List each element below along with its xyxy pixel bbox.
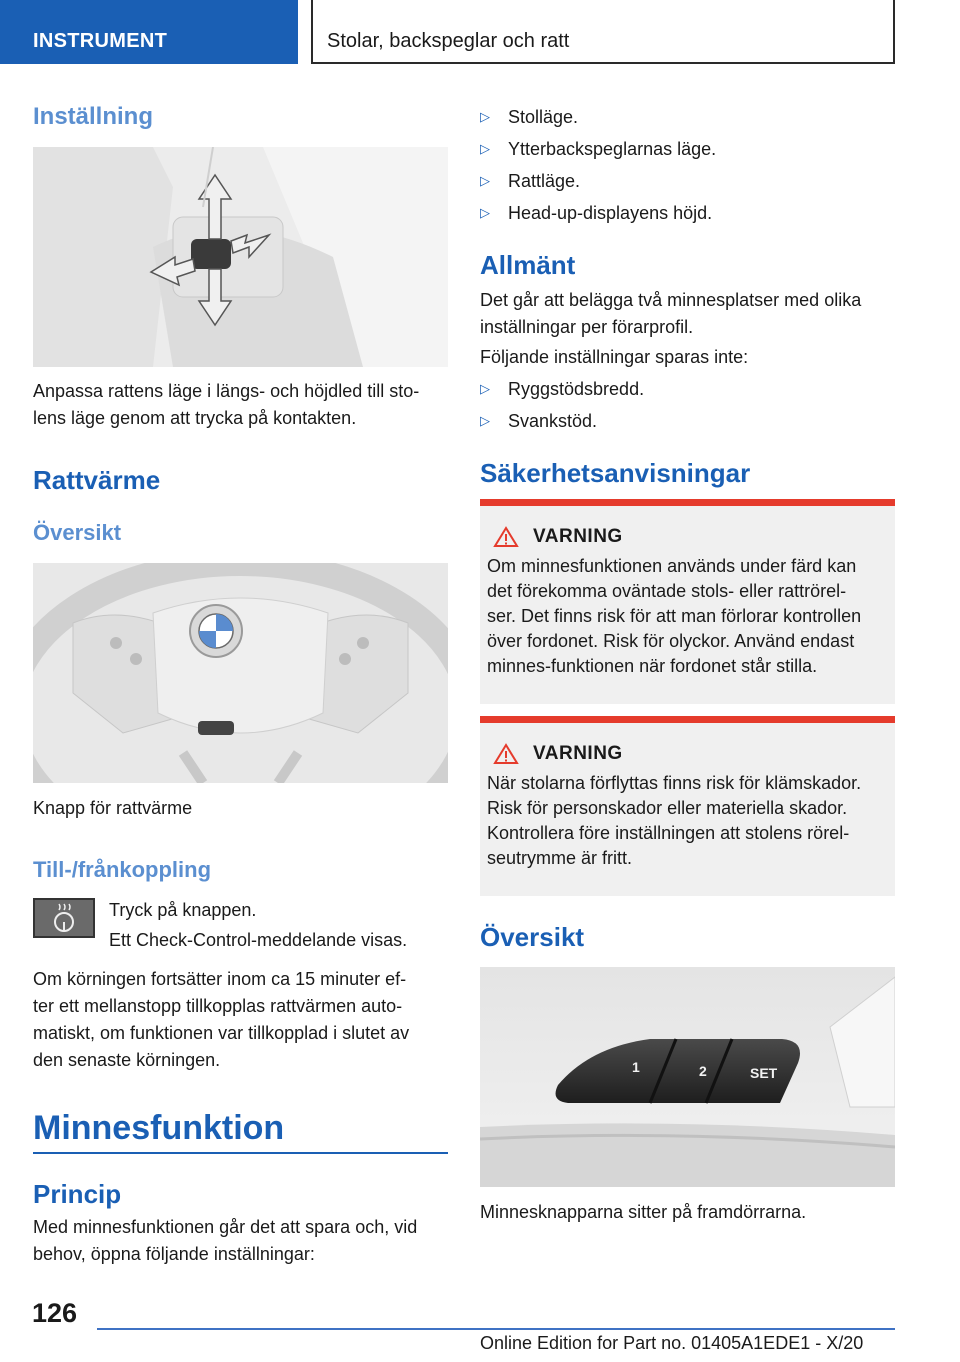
steering-wheel-photo bbox=[33, 563, 448, 783]
warning-title: VARNING bbox=[533, 743, 623, 764]
footer-edition: Online Edition for Part no. 01405A1EDE1 - X/20 bbox=[480, 1333, 864, 1353]
section-tab bbox=[0, 0, 298, 64]
warning-box-2 bbox=[480, 716, 895, 896]
rattvarme-paragraph: Om körningen fortsätter inom ca 15 minuter ef- ter ett mellanstopp tillkopplas rattvärmen auto- matiskt, om funktionen var tillkopplad i slutet av den senaste körningen. bbox=[33, 969, 410, 1070]
installning-caption: Anpassa rattens läge i längs- och höjdled till sto- lens läge genom att trycka på kontakten. bbox=[33, 381, 420, 428]
till-instructions: Tryck på knappen. Ett Check-Control-meddelande visas. bbox=[109, 900, 408, 950]
section-label: INSTRUMENT bbox=[33, 30, 168, 52]
list-item: ▷ Rattläge. bbox=[480, 170, 581, 191]
warning-box-1 bbox=[480, 499, 895, 704]
oversikt-heading-right: Översikt bbox=[480, 922, 585, 952]
warning-triangle-icon bbox=[493, 526, 519, 548]
list-item: ▷ Head-up-displayens höjd. bbox=[480, 202, 713, 223]
allmant-heading: Allmänt bbox=[480, 250, 576, 280]
heading-rule bbox=[33, 1152, 448, 1154]
list-item: ▷ Ytterbackspeglarnas läge. bbox=[480, 138, 717, 159]
steering-adjust-illustration bbox=[33, 147, 448, 367]
memory-button-2: 2 bbox=[699, 1063, 707, 1079]
list-item: ▷ Ryggstödsbredd. bbox=[480, 378, 645, 399]
memory-button-1: 1 bbox=[632, 1059, 640, 1075]
minnesfunktion-heading: Minnesfunktion bbox=[33, 1109, 285, 1147]
princip-paragraph: Med minnesfunktionen går det att spara och, vid behov, öppna följande inställningar: bbox=[33, 1217, 418, 1264]
steering-heat-button-icon bbox=[33, 898, 95, 938]
installning-heading: Inställning bbox=[33, 103, 153, 130]
list-item: ▷ Svankstöd. bbox=[480, 410, 598, 431]
warning-title: VARNING bbox=[533, 526, 623, 547]
bullet-triangle-icon: ▷ bbox=[480, 413, 490, 428]
warning-text: Om minnesfunktionen används under färd kan det förekomma oväntade stols- eller rattrörel- ser. Det finns risk för att man förlorar kontrollen över fordonet. Risk för olyckor. Använd endast minnes-funktionen när fordonet står stilla. bbox=[487, 556, 862, 676]
saved-settings-list bbox=[480, 101, 716, 229]
memory-caption: Minnesknapparna sitter på framdörrarna. bbox=[480, 1202, 807, 1222]
not-saved-list bbox=[480, 373, 644, 437]
not-saved-intro: Följande inställningar sparas inte: bbox=[480, 347, 749, 367]
till-fran-heading: Till-/frånkoppling bbox=[33, 857, 212, 882]
bullet-triangle-icon: ▷ bbox=[480, 173, 490, 188]
warning-text: När stolarna förflyttas finns risk för klämskador. Risk för personskador eller materiella skador. Kontrollera före inställningen att stolens rörel- seutrymme är fritt. bbox=[487, 773, 862, 868]
memory-button-set: SET bbox=[750, 1065, 778, 1081]
safety-heading: Säkerhetsanvisningar bbox=[480, 458, 751, 488]
princip-heading: Princip bbox=[33, 1179, 122, 1209]
list-item: ▷ Stolläge. bbox=[480, 106, 579, 127]
rattvarme-heading: Rattvärme bbox=[33, 465, 161, 495]
bullet-triangle-icon: ▷ bbox=[480, 109, 490, 124]
bullet-triangle-icon: ▷ bbox=[480, 381, 490, 396]
bullet-triangle-icon: ▷ bbox=[480, 141, 490, 156]
rattvarme-caption: Knapp för rattvärme bbox=[33, 798, 193, 818]
chapter-title: Stolar, backspeglar och ratt bbox=[327, 30, 570, 52]
allmant-paragraph: Det går att belägga två minnesplatser med olika inställningar per förarprofil. bbox=[480, 290, 862, 337]
page-number: 126 bbox=[32, 1298, 78, 1328]
footer-rule bbox=[97, 1328, 895, 1330]
bullet-triangle-icon: ▷ bbox=[480, 205, 490, 220]
warning-triangle-icon bbox=[493, 743, 519, 765]
oversikt-heading-left: Översikt bbox=[33, 520, 122, 545]
memory-buttons-photo bbox=[480, 967, 895, 1187]
chapter-header bbox=[311, 0, 895, 64]
